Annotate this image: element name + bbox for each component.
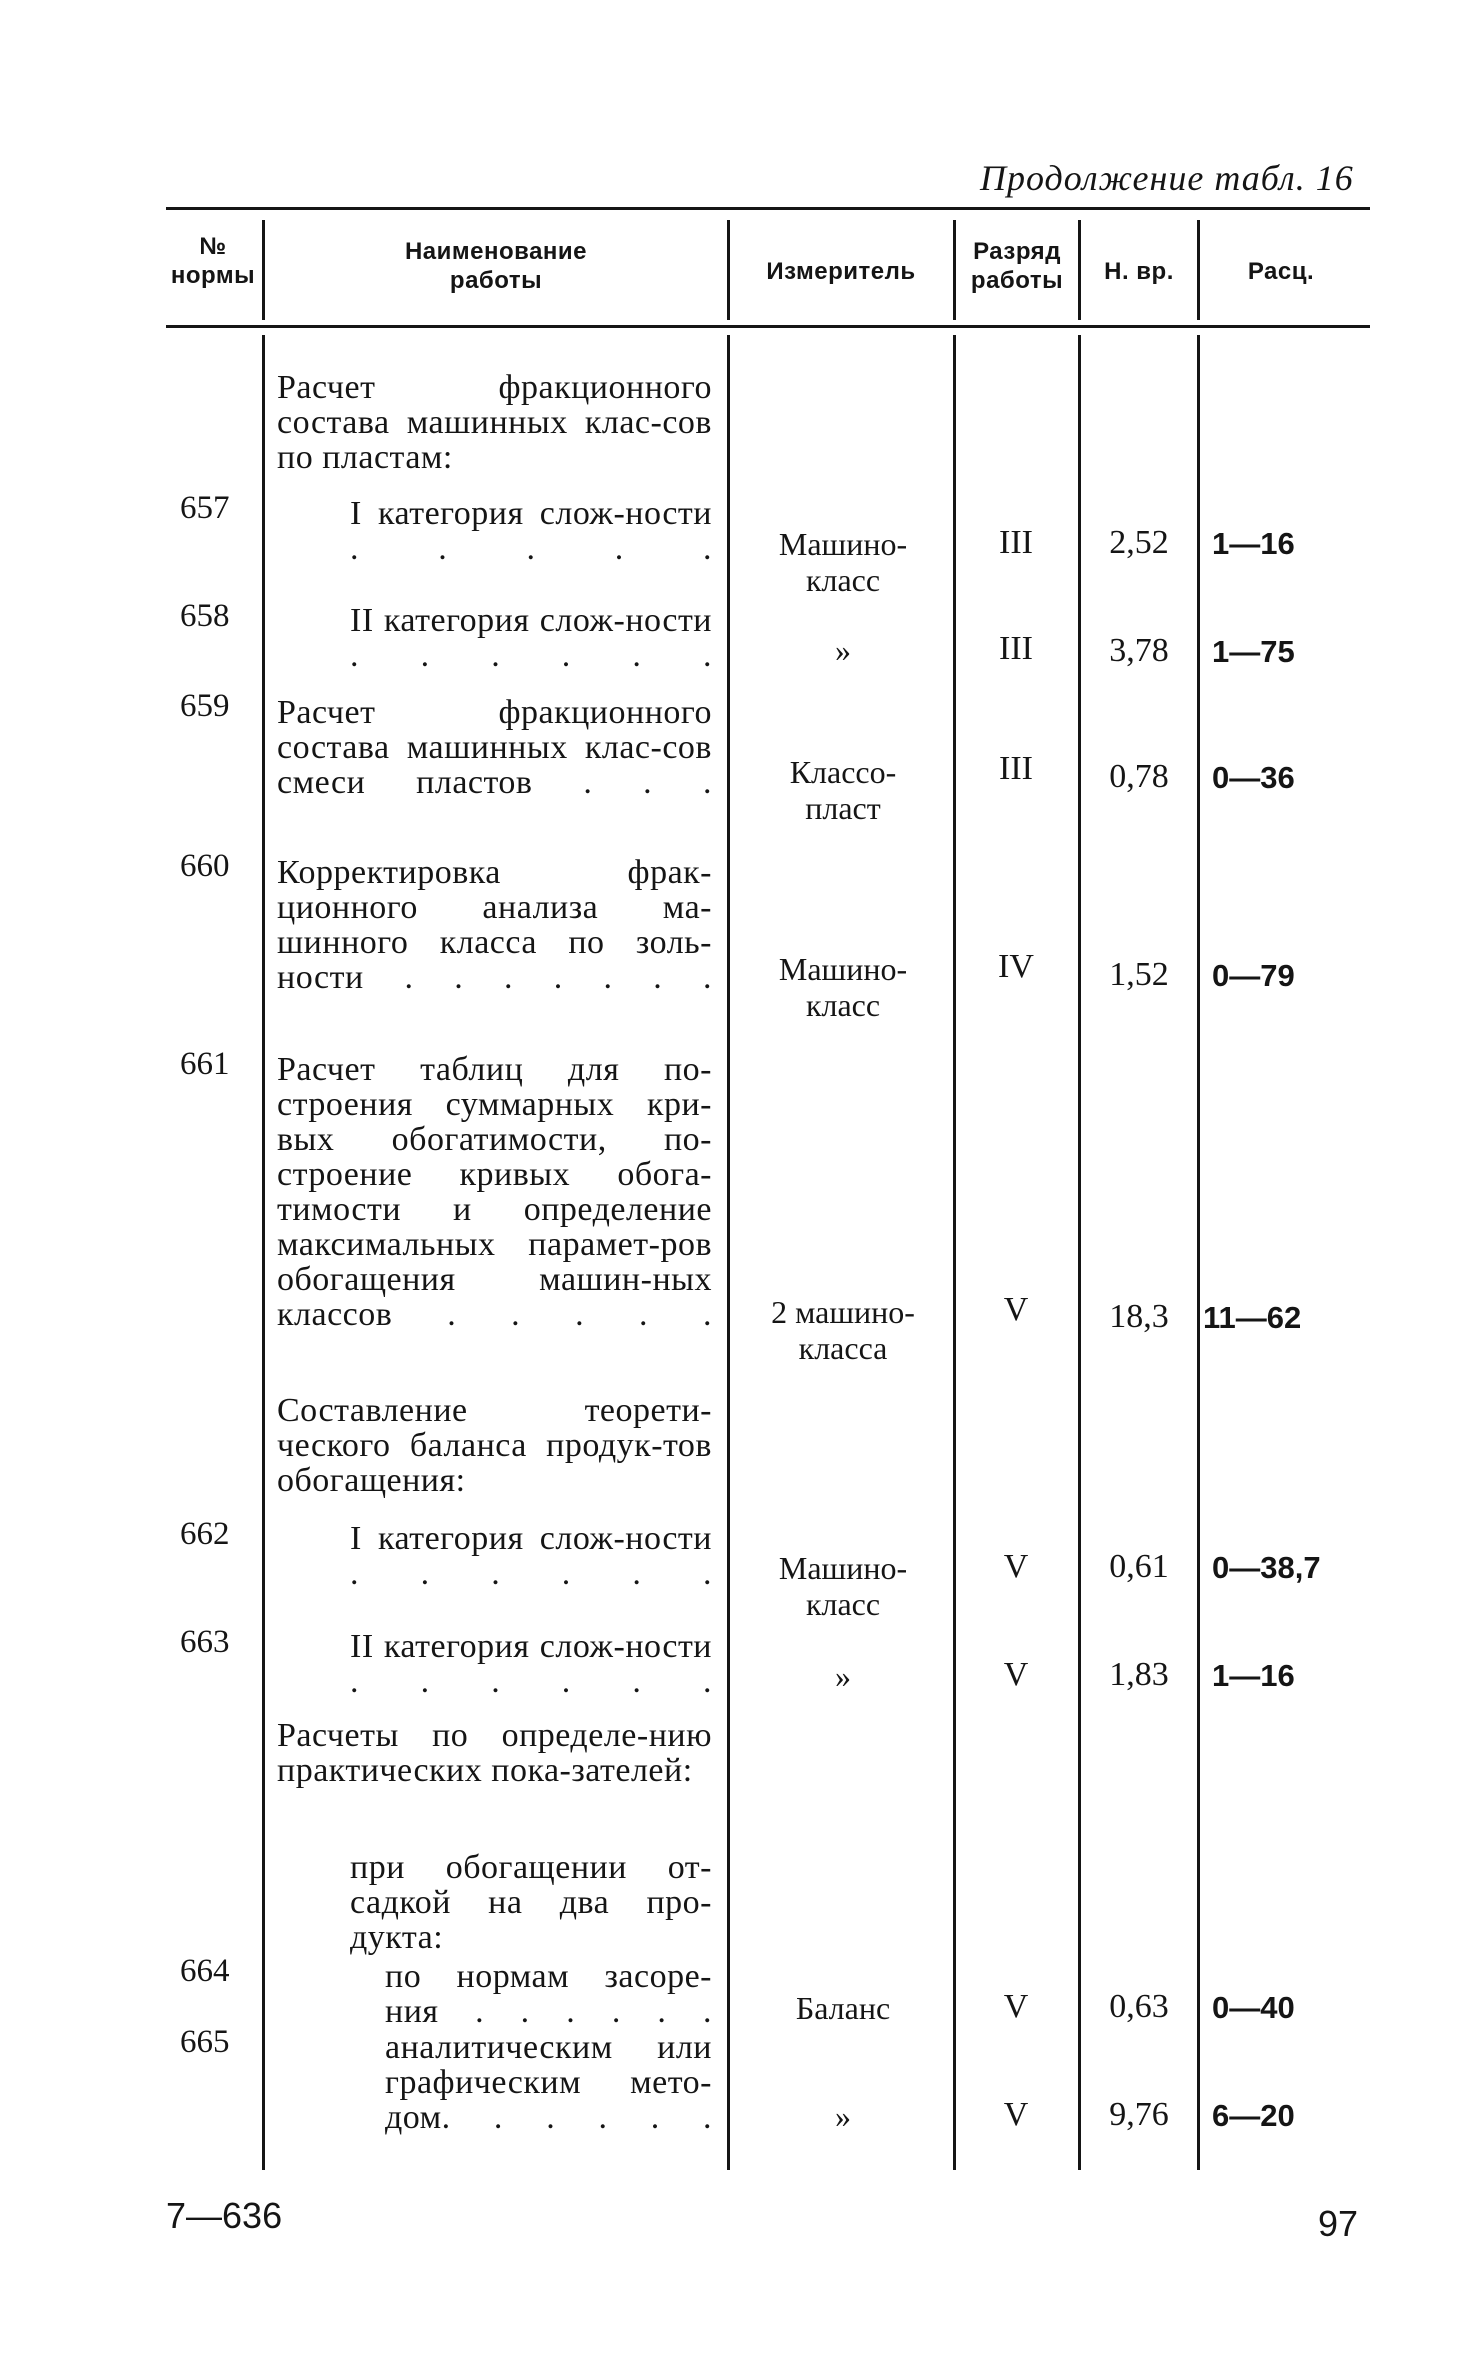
row-number: 665 [180,2024,230,2060]
row-grade: III [999,750,1033,787]
row-pay: 6—20 [1212,2098,1295,2133]
column-divider [262,335,265,2170]
column-divider [727,335,730,2170]
table-top-rule [166,207,1370,210]
header-divider [262,220,265,320]
group-heading: Расчеты по определе-нию практических пока-зателей: [277,1717,712,1789]
signature-mark: 7—636 [166,2195,283,2236]
row-grade: IV [998,948,1034,985]
row-name: I категория слож-ности . . . . . . [350,1520,712,1592]
row-grade: V [1003,1656,1029,1693]
row-unit: » [835,1658,851,1694]
row-unit: Баланс [795,1990,891,2026]
row-grade: V [1003,1988,1029,2025]
row-unit: » [835,632,851,668]
row-time: 1,52 [1109,956,1169,993]
header-divider [727,220,730,320]
row-unit: Машино- класс [778,526,908,598]
row-time: 9,76 [1109,2096,1169,2133]
header-pay: Расц. [1247,258,1315,285]
row-name: I категория слож-ности . . . . . [350,495,712,567]
row-unit: » [835,2098,851,2134]
row-time: 0,63 [1109,1988,1169,2025]
row-number: 664 [180,1953,230,1989]
row-time: 3,78 [1109,632,1169,669]
row-number: 657 [180,490,230,526]
row-number: 659 [180,688,230,724]
row-unit: Машино- класс [778,951,908,1023]
column-divider [1197,335,1200,2170]
row-grade: V [1003,2096,1029,2133]
row-time: 0,61 [1109,1548,1169,1585]
column-divider [953,335,956,2170]
row-unit: 2 машино- класса [771,1294,915,1366]
row-number: 661 [180,1046,230,1082]
row-unit: Машино- класс [778,1550,908,1622]
row-pay: 1—16 [1212,1658,1295,1693]
row-grade: V [1003,1291,1029,1328]
row-name: Расчет фракционного состава машинных клас-сов смеси пластов . . . [277,694,712,801]
row-name: по нормам засоре-ния . . . . . . [385,1958,712,2030]
table-caption: Продолжение табл. 16 [980,158,1354,198]
row-number: 663 [180,1624,230,1660]
row-number: 658 [180,598,230,634]
row-pay: 1—75 [1212,634,1295,669]
row-number: 660 [180,848,230,884]
row-grade: V [1003,1548,1029,1585]
group-heading: при обогащении от-садкой на два про-дукта: [350,1849,712,1956]
row-pay: 1—16 [1212,526,1295,561]
row-grade: III [999,524,1033,561]
group-heading: Составление теорети-ческого баланса продук-тов обогащения: [277,1392,712,1499]
page-number: 97 [1318,2203,1359,2244]
row-name: II категория слож-ности . . . . . . [350,1628,712,1700]
header-number: № нормы [170,233,256,289]
group-heading: Расчет фракционного состава машинных клас-сов по пластам: [277,369,712,476]
row-time: 1,83 [1109,1656,1169,1693]
row-pay: 0—38,7 [1212,1550,1321,1585]
row-pay: 0—40 [1212,1990,1295,2025]
row-unit: Классо- пласт [789,754,897,826]
row-pay: 0—36 [1212,760,1295,795]
row-pay: 11—62 [1203,1300,1302,1335]
row-number: 662 [180,1516,230,1552]
row-name: Корректировка фрак-ционного анализа ма-шинного класса по золь-ности . . . . . . . [277,854,712,996]
row-grade: III [999,630,1033,667]
row-time: 18,3 [1109,1298,1169,1335]
header-time: Н. вр. [1104,258,1174,285]
row-name: II категория слож-ности . . . . . . [350,602,712,674]
row-time: 0,78 [1109,758,1169,795]
table-header-rule [166,325,1370,328]
column-divider [1078,335,1081,2170]
row-time: 2,52 [1109,524,1169,561]
header-grade: Разряд работы [970,238,1064,294]
row-name: аналитическим или графическим мето-дом. . . . . . [385,2029,712,2136]
header-name: Наименование работы [404,238,588,294]
header-unit: Измеритель [766,258,916,285]
row-name: Расчет таблиц для по-строения суммарных кри-вых обогатимости, по-строение кривых обога-тимости и определение максимальных парамет-ров обогащения машин-ных классов . . . . . [277,1051,712,1333]
row-pay: 0—79 [1212,958,1295,993]
